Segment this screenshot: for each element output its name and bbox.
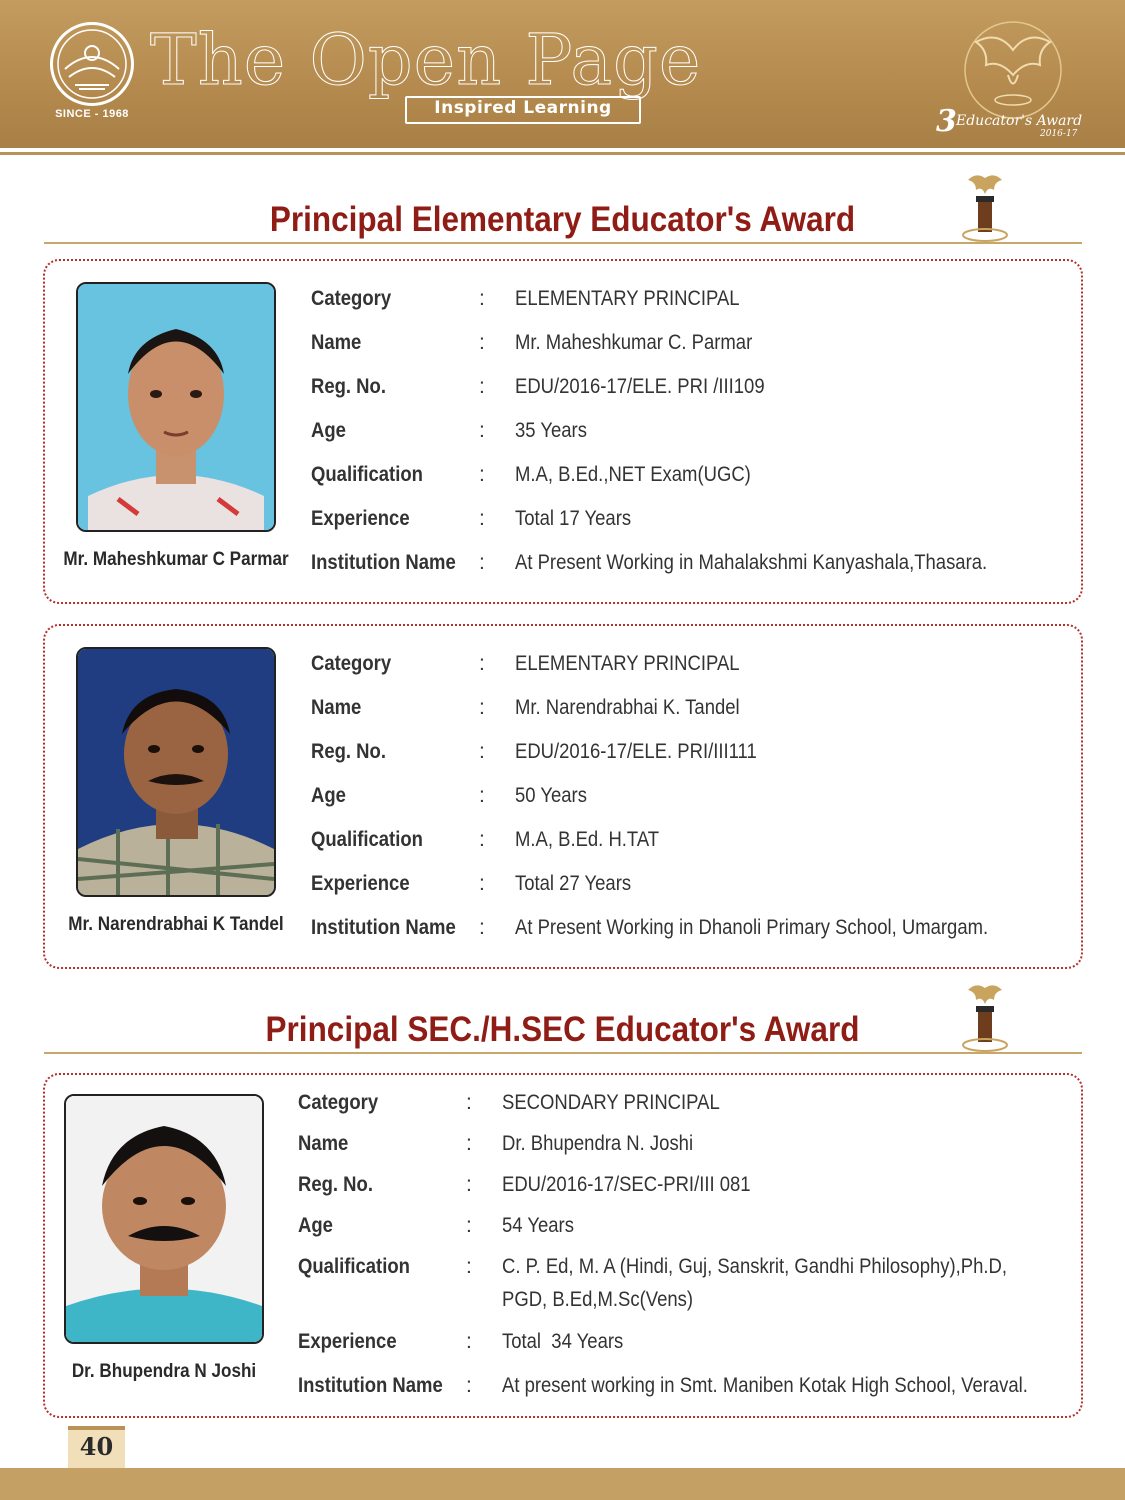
section-title: Principal SEC./H.SEC Educator's Award — [265, 1010, 860, 1049]
trophy-icon — [958, 982, 1012, 1054]
field-value: 50 Years — [515, 784, 587, 807]
since-label: SINCE - 1968 — [55, 108, 129, 120]
field-label: Category — [298, 1091, 379, 1114]
field-separator: : — [479, 740, 485, 763]
brand-title: The Open Page — [150, 19, 702, 101]
field-value: ELEMENTARY PRINCIPAL — [515, 652, 740, 675]
field-separator: : — [466, 1173, 472, 1196]
field-separator: : — [479, 652, 485, 675]
award-edition-number: 3 — [936, 104, 957, 139]
awardee-photo — [76, 647, 276, 897]
field-value: EDU/2016-17/SEC-PRI/III 081 — [502, 1173, 751, 1196]
field-label: Age — [298, 1214, 333, 1237]
field-separator: : — [479, 419, 485, 442]
field-separator: : — [479, 551, 485, 574]
field-separator: : — [479, 872, 485, 895]
field-value: 54 Years — [502, 1214, 574, 1237]
field-label: Experience — [311, 507, 410, 530]
field-separator: : — [479, 331, 485, 354]
field-label: Reg. No. — [311, 375, 386, 398]
field-value: At Present Working in Mahalakshmi Kanyashala,Thasara. — [515, 551, 988, 574]
field-label: Institution Name — [298, 1374, 443, 1397]
field-separator: : — [479, 784, 485, 807]
field-label: Age — [311, 419, 346, 442]
field-value: Total 27 Years — [515, 872, 632, 895]
awardee-photo-caption: Mr. Narendrabhai K Tandel — [68, 914, 284, 935]
field-label: Category — [311, 287, 392, 310]
field-value: At Present Working in Dhanoli Primary School, Umargam. — [515, 916, 989, 939]
award-year: 2016-17 — [1040, 129, 1078, 139]
field-separator: : — [479, 507, 485, 530]
field-value: SECONDARY PRINCIPAL — [502, 1091, 720, 1114]
publisher-logo — [50, 22, 134, 106]
page-number: 40 — [79, 1432, 114, 1461]
field-separator: : — [479, 828, 485, 851]
field-value: Mr. Maheshkumar C. Parmar — [515, 331, 753, 354]
field-separator: : — [479, 696, 485, 719]
awardee-photo-caption: Mr. Maheshkumar C Parmar — [63, 549, 289, 570]
field-label: Institution Name — [311, 916, 456, 939]
field-value: At present working in Smt. Maniben Kotak High School, Veraval. — [502, 1374, 1028, 1397]
field-label: Category — [311, 652, 392, 675]
field-label: Institution Name — [311, 551, 456, 574]
field-value: M.A, B.Ed.,NET Exam(UGC) — [515, 463, 751, 486]
page-header — [0, 0, 1125, 148]
field-value: Mr. Narendrabhai K. Tandel — [515, 696, 740, 719]
header-divider — [0, 152, 1125, 155]
field-value: C. P. Ed, M. A (Hindi, Guj, Sanskrit, Gandhi Philosophy),Ph.D, PGD, B.Ed,M.Sc(Vens) — [502, 1255, 1008, 1311]
field-label: Experience — [311, 872, 410, 895]
section-divider — [44, 1052, 1082, 1054]
award-emblem-icon — [958, 20, 1068, 120]
field-separator: : — [466, 1255, 472, 1278]
awardee-card — [43, 624, 1083, 969]
field-separator: : — [479, 916, 485, 939]
award-name: Educator's Award — [956, 113, 1083, 129]
field-label: Age — [311, 784, 346, 807]
footer-bar — [0, 1468, 1125, 1500]
field-separator: : — [466, 1374, 472, 1397]
awardee-photo-caption: Dr. Bhupendra N Joshi — [71, 1361, 257, 1382]
awardee-card — [43, 1073, 1083, 1418]
field-label: Qualification — [311, 828, 423, 851]
field-value: Total 34 Years — [502, 1330, 624, 1353]
trophy-icon — [958, 172, 1012, 244]
field-separator: : — [466, 1132, 472, 1155]
field-label: Experience — [298, 1330, 397, 1353]
field-value: 35 Years — [515, 419, 587, 442]
field-label: Qualification — [298, 1255, 410, 1278]
field-label: Reg. No. — [311, 740, 386, 763]
awardee-photo — [64, 1094, 264, 1344]
field-label: Name — [311, 331, 362, 354]
section-divider — [44, 242, 1082, 244]
field-separator: : — [466, 1330, 472, 1353]
field-separator: : — [479, 463, 485, 486]
field-value: ELEMENTARY PRINCIPAL — [515, 287, 740, 310]
awardee-photo — [76, 282, 276, 532]
field-value: Total 17 Years — [515, 507, 632, 530]
field-label: Name — [298, 1132, 349, 1155]
tagline: Inspired Learning — [434, 98, 612, 118]
field-separator: : — [479, 375, 485, 398]
field-value: EDU/2016-17/ELE. PRI /III109 — [515, 375, 765, 398]
field-value: Dr. Bhupendra N. Joshi — [502, 1132, 694, 1155]
field-value: M.A, B.Ed. H.TAT — [515, 828, 660, 851]
field-label: Reg. No. — [298, 1173, 373, 1196]
field-separator: : — [466, 1091, 472, 1114]
field-separator: : — [479, 287, 485, 310]
field-label: Qualification — [311, 463, 423, 486]
field-separator: : — [466, 1214, 472, 1237]
field-value: EDU/2016-17/ELE. PRI/III111 — [515, 740, 757, 763]
awardee-card — [43, 259, 1083, 604]
field-label: Name — [311, 696, 362, 719]
section-title: Principal Elementary Educator's Award — [269, 200, 856, 239]
